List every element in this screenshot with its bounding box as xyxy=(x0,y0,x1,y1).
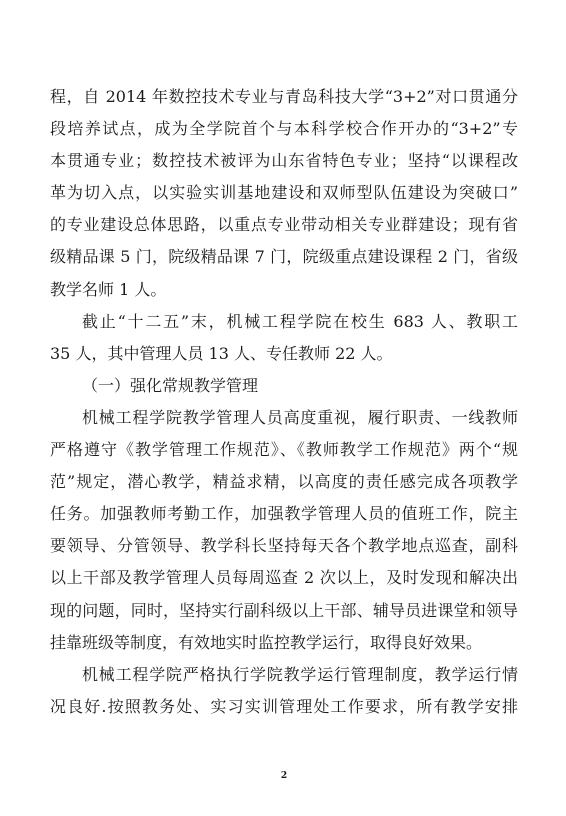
text-line: 机械工程学院教学管理人员高度重视，履行职责、一线教师 xyxy=(82,407,518,427)
text-line: 范”规定，潜心教学，精益求精，以高度的责任感完成各项教学 xyxy=(50,472,518,492)
text-line: 教学名师 1 人。 xyxy=(50,279,167,299)
text-line: 35 人，其中管理人员 13 人、专任教师 22 人。 xyxy=(50,343,393,363)
text-line: 现的问题，同时，坚持实行副科级以上干部、辅导员进课堂和领导 xyxy=(50,600,518,620)
text-line: 级精品课 5 门，院级精品课 7 门，院级重点建设课程 2 门，省级 xyxy=(50,247,518,267)
document-body xyxy=(50,81,518,723)
paragraph xyxy=(50,402,518,659)
text-line: 革为切入点，以实验实训基地建设和双师型队伍建设为突破口” xyxy=(50,183,518,203)
page-number: 2 xyxy=(280,771,288,781)
text-line: 挂靠班级等制度，有效地实时监控教学运行，取得良好效果。 xyxy=(50,632,483,652)
text-line: 程，自 2014 年数控技术专业与青岛科技大学“3+2”对口贯通分 xyxy=(50,87,518,106)
paragraph xyxy=(50,81,518,306)
text-line: 段培养试点，成为全学院首个与本科学校合作开办的“3+2”专 xyxy=(50,119,518,139)
text-line: 本贯通专业；数控技术被评为山东省特色专业；坚持“以课程改 xyxy=(50,151,518,171)
text-line: 严格遵守《教学管理工作规范》、《教师教学工作规范》两个“规 xyxy=(50,440,518,460)
text-line: 机械工程学院严格执行学院教学运行管理制度，教学运行情 xyxy=(82,664,518,684)
text-line: 任务。加强教师考勤工作，加强教学管理人员的值班工作，院主 xyxy=(50,504,518,524)
text-line: 要领导、分管领导、教学科长坚持每天各个教学地点巡查，副科 xyxy=(50,536,518,556)
section-heading: （一）强化常规教学管理 xyxy=(82,375,259,395)
text-line: 截止“十二五”末，机械工程学院在校生 683 人、教职工 xyxy=(82,311,518,331)
paragraph xyxy=(50,306,518,370)
text-line: 的专业建设总体思路，以重点专业带动相关专业群建设；现有省 xyxy=(50,215,518,235)
text-line: 况良好.按照教务处、实习实训管理处工作要求，所有教学安排 xyxy=(50,696,518,716)
paragraph xyxy=(50,659,518,723)
text-line: 以上干部及教学管理人员每周巡查 2 次以上，及时发现和解决出 xyxy=(50,568,518,588)
